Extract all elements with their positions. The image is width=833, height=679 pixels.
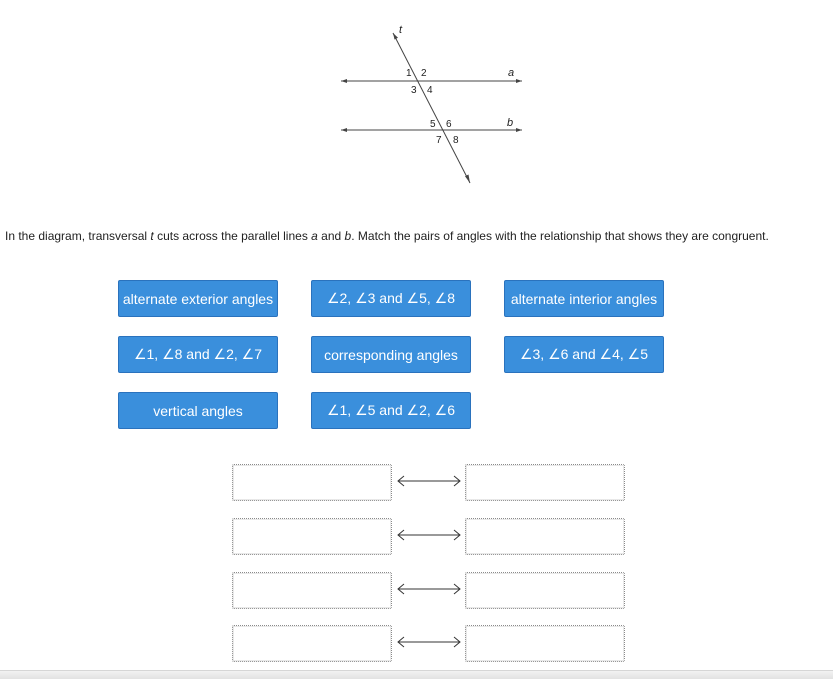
angle-label-6: 6 — [446, 119, 452, 130]
tile-angles-3-6-4-5[interactable]: ∠3, ∠6 and ∠4, ∠5 — [504, 336, 664, 373]
angle-label-7: 7 — [436, 135, 442, 146]
line-a-label: a — [508, 67, 515, 79]
line-b-arrow-left — [341, 128, 347, 132]
angle-label-1: 1 — [406, 68, 412, 79]
prompt-text-4: . Match the pairs of angles with the relationship that shows they are congruent. — [351, 229, 769, 243]
line-a-arrow-left — [341, 79, 347, 83]
tile-angles-2-3-5-8[interactable]: ∠2, ∠3 and ∠5, ∠8 — [311, 280, 471, 317]
tile-angles-1-5-2-6[interactable]: ∠1, ∠5 and ∠2, ∠6 — [311, 392, 471, 429]
line-a-arrow-right — [516, 79, 522, 83]
drop-target-right-4[interactable] — [465, 625, 625, 662]
drop-target-right-3[interactable] — [465, 572, 625, 609]
prompt-var-t: t — [150, 229, 154, 243]
drop-target-left-3[interactable] — [232, 572, 392, 609]
double-arrow-icon — [396, 529, 462, 541]
tile-corresponding-angles[interactable]: corresponding angles — [311, 336, 471, 373]
tile-angles-1-8-2-7[interactable]: ∠1, ∠8 and ∠2, ∠7 — [118, 336, 278, 373]
transversal-line — [393, 33, 470, 183]
drop-target-right-2[interactable] — [465, 518, 625, 555]
transversal-label: t — [399, 24, 403, 36]
double-arrow-icon — [396, 583, 462, 595]
prompt-text-1: In the diagram, transversal — [5, 229, 151, 243]
drop-target-left-4[interactable] — [232, 625, 392, 662]
line-b-arrow-right — [516, 128, 522, 132]
line-b-label: b — [507, 117, 514, 129]
parallel-lines-diagram — [335, 20, 530, 190]
double-arrow-icon — [396, 636, 462, 648]
prompt-text-2: cuts across the parallel lines — [153, 229, 312, 243]
angle-label-3: 3 — [411, 85, 417, 96]
angle-label-5: 5 — [430, 119, 436, 130]
angle-label-2: 2 — [421, 68, 427, 79]
transversal-arrow-top — [393, 33, 398, 40]
double-arrow-icon — [396, 475, 462, 487]
drop-target-right-1[interactable] — [465, 464, 625, 501]
tile-alternate-interior-angles[interactable]: alternate interior angles — [504, 280, 664, 317]
question-prompt — [5, 229, 769, 243]
prompt-var-b: b — [344, 229, 352, 243]
drop-target-left-1[interactable] — [232, 464, 392, 501]
prompt-text-3: and — [317, 229, 345, 243]
prompt-var-a: a — [311, 229, 318, 243]
angle-label-8: 8 — [453, 135, 459, 146]
tile-alternate-exterior-angles[interactable]: alternate exterior angles — [118, 280, 278, 317]
angle-label-4: 4 — [427, 85, 433, 96]
tile-vertical-angles[interactable]: vertical angles — [118, 392, 278, 429]
drop-target-left-2[interactable] — [232, 518, 392, 555]
